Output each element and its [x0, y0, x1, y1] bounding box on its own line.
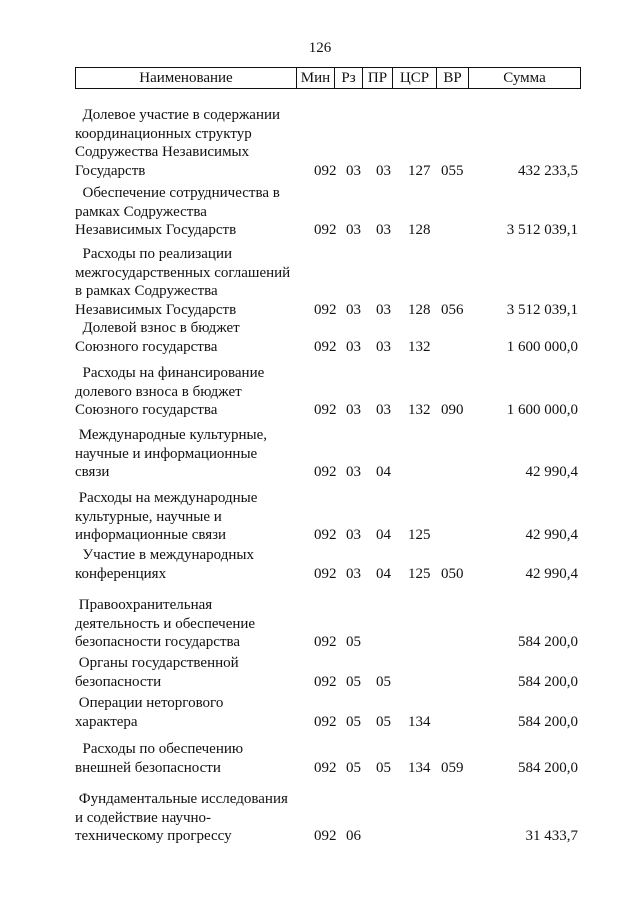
row-name-line: культурные, научные и [75, 508, 222, 525]
row-name-line: Государств [75, 162, 146, 179]
row-name-line: безопасности [75, 673, 162, 690]
cell-rz: 03 [346, 222, 361, 238]
cell-min: 092 [314, 634, 337, 650]
row-name-line: Союзного государства [75, 338, 218, 355]
page-number: 126 [308, 40, 332, 56]
header-pr: ПР [363, 68, 393, 88]
row-name-line: Независимых Государств [75, 222, 237, 238]
cell-rz: 05 [346, 759, 361, 776]
table-row [0, 654, 640, 691]
cell-rz: 06 [346, 828, 361, 844]
row-name-line: Расходы по реализации [75, 246, 233, 262]
cell-rz: 05 [346, 673, 361, 690]
cell-pr: 04 [376, 565, 391, 582]
cell-rz: 03 [346, 301, 361, 318]
cell-min: 092 [314, 673, 337, 690]
row-name-line: деятельность и обеспечение [75, 615, 256, 632]
cell-vr: 090 [441, 402, 464, 418]
row-name-line: Фундаментальные исследования [75, 791, 288, 807]
row-name-line: конференциях [75, 565, 167, 582]
cell-rz: 05 [346, 713, 361, 730]
cell-csr: 132 [408, 338, 431, 355]
row-codes [0, 565, 640, 584]
cell-pr: 03 [376, 402, 391, 418]
cell-sum: 584 200,0 [518, 673, 578, 690]
cell-pr: 03 [376, 301, 391, 318]
cell-pr: 03 [376, 338, 391, 355]
row-codes [0, 526, 640, 545]
row-name-line: внешней безопасности [75, 759, 221, 776]
row-codes [0, 221, 640, 240]
row-name-line: связи [75, 464, 110, 480]
cell-sum: 3 512 039,1 [506, 301, 578, 318]
row-name-line: Правоохранительная [75, 597, 213, 613]
cell-vr: 059 [441, 759, 464, 776]
cell-pr: 04 [376, 527, 391, 543]
row-name-line: характера [75, 713, 138, 730]
row-name-line: межгосударственных соглашений [75, 264, 291, 281]
cell-rz: 03 [346, 338, 361, 355]
header-csr: ЦСР [393, 68, 437, 88]
cell-min: 092 [314, 162, 337, 179]
cell-sum: 3 512 039,1 [506, 222, 578, 238]
row-name-line: Обеспечение сотрудничества в [75, 185, 280, 201]
row-name-line: информационные связи [75, 527, 227, 543]
cell-min: 092 [314, 338, 337, 355]
cell-pr: 05 [376, 713, 391, 730]
row-name-line: Операции неторгового [75, 695, 224, 711]
cell-csr: 127 [408, 162, 431, 179]
cell-vr: 055 [441, 162, 464, 179]
table-row [0, 596, 640, 652]
row-codes [0, 401, 640, 420]
row-codes [0, 713, 640, 732]
cell-csr: 128 [408, 301, 431, 318]
table-row [0, 489, 640, 545]
row-name-line: безопасности государства [75, 634, 241, 650]
cell-min: 092 [314, 402, 337, 418]
cell-sum: 42 990,4 [525, 464, 578, 480]
row-codes [0, 338, 640, 357]
cell-rz: 03 [346, 402, 361, 418]
table-row [0, 184, 640, 240]
cell-rz: 03 [346, 527, 361, 543]
row-name-line: координационных структур [75, 125, 252, 142]
row-codes [0, 633, 640, 652]
cell-vr: 056 [441, 301, 464, 318]
row-name-line: Расходы по обеспечению [75, 741, 244, 757]
row-name-line: долевого взноса в бюджет [75, 383, 242, 400]
table-row [0, 319, 640, 356]
cell-csr: 134 [408, 759, 431, 776]
row-codes [0, 301, 640, 320]
cell-pr: 05 [376, 673, 391, 690]
cell-rz: 03 [346, 565, 361, 582]
table-row [0, 790, 640, 846]
cell-min: 092 [314, 464, 337, 480]
cell-sum: 584 200,0 [518, 759, 578, 776]
row-name-line: и содействие научно- [75, 809, 212, 826]
table-row [0, 546, 640, 583]
cell-sum: 432 233,5 [518, 162, 578, 179]
cell-sum: 42 990,4 [525, 527, 578, 543]
cell-min: 092 [314, 301, 337, 318]
table-row [0, 245, 640, 319]
cell-min: 092 [314, 527, 337, 543]
row-codes [0, 759, 640, 778]
row-name-line: техническому прогрессу [75, 828, 232, 844]
table-row [0, 364, 640, 420]
table-row [0, 740, 640, 777]
row-name-line: Долевое участие в содержании [75, 107, 281, 123]
row-name-line: Содружества Независимых [75, 144, 250, 160]
table-header [75, 67, 581, 89]
cell-sum: 42 990,4 [525, 565, 578, 582]
row-name-line: в рамках Содружества [75, 283, 218, 299]
row-name-line: научные и информационные [75, 445, 258, 462]
cell-pr: 04 [376, 464, 391, 480]
cell-csr: 134 [408, 713, 431, 730]
row-codes [0, 827, 640, 846]
cell-csr: 128 [408, 222, 431, 238]
header-vr: ВР [437, 68, 469, 88]
row-name-line: Участие в международных [75, 547, 254, 563]
cell-min: 092 [314, 565, 337, 582]
row-name-line: Международные культурные, [75, 427, 267, 443]
row-name-line: Расходы на финансирование [75, 365, 265, 381]
cell-rz: 03 [346, 464, 361, 480]
row-codes [0, 162, 640, 181]
cell-sum: 1 600 000,0 [506, 402, 578, 418]
table-row [0, 106, 640, 180]
cell-pr: 03 [376, 162, 391, 179]
cell-csr: 125 [408, 527, 431, 543]
cell-rz: 05 [346, 634, 361, 650]
table-row [0, 426, 640, 482]
header-rz: Рз [335, 68, 363, 88]
cell-sum: 1 600 000,0 [506, 338, 578, 355]
cell-sum: 584 200,0 [518, 713, 578, 730]
cell-csr: 132 [408, 402, 431, 418]
cell-min: 092 [314, 759, 337, 776]
row-name-line: Долевой взнос в бюджет [75, 320, 240, 336]
row-name-line: Органы государственной [75, 655, 239, 671]
cell-vr: 050 [441, 565, 464, 582]
cell-csr: 125 [408, 565, 431, 582]
header-name: Наименование [76, 68, 297, 88]
header-sum: Сумма [503, 69, 546, 86]
cell-min: 092 [314, 828, 337, 844]
row-codes [0, 673, 640, 692]
cell-rz: 03 [346, 162, 361, 179]
cell-sum: 31 433,7 [525, 828, 578, 844]
table-row [0, 694, 640, 731]
cell-sum: 584 200,0 [518, 634, 578, 650]
row-codes [0, 463, 640, 482]
row-name-line: Союзного государства [75, 402, 218, 418]
row-name-line: рамках Содружества [75, 203, 207, 220]
cell-min: 092 [314, 713, 337, 730]
cell-pr: 03 [376, 222, 391, 238]
row-name-line: Независимых Государств [75, 301, 237, 318]
cell-pr: 05 [376, 759, 391, 776]
row-name-line: Расходы на международные [75, 490, 258, 506]
header-min: Мин [297, 68, 335, 88]
cell-min: 092 [314, 222, 337, 238]
